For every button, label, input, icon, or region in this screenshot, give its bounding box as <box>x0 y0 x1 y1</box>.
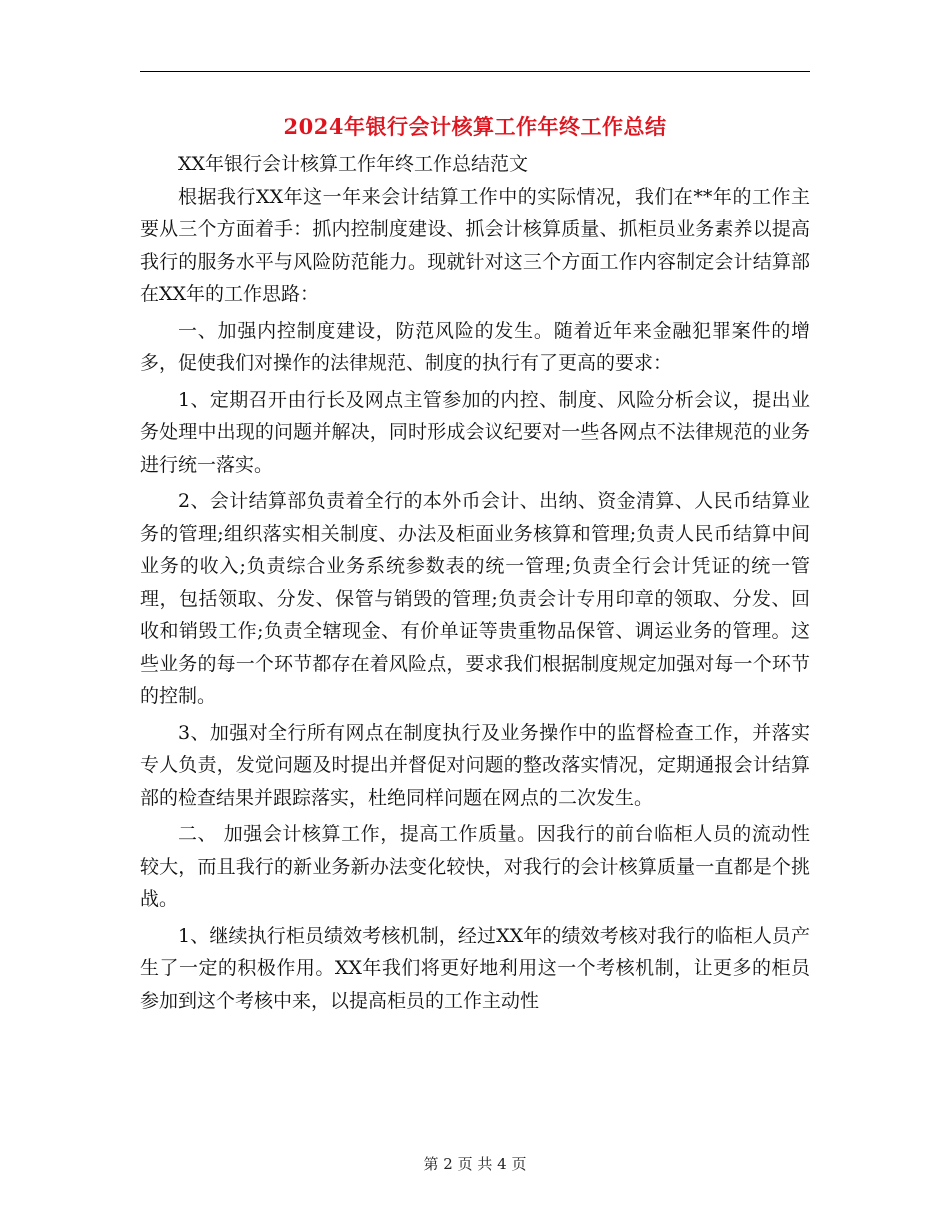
paragraph-item-1: 1、定期召开由行长及网点主管参加的内控、制度、风险分析会议，提出业务处理中出现的问题并解决，同时形成会议纪要对一些各网点不法律规范的业务进行统一落实。 <box>140 388 810 476</box>
paragraph-subtitle: XX年银行会计核算工作年终工作总结范文 <box>178 153 529 175</box>
document-title: 2024年银行会计核算工作年终工作总结 <box>283 114 667 139</box>
page-number: 第 2 页 共 4 页 <box>423 1155 527 1173</box>
document-body <box>140 148 810 1017</box>
paragraph-intro: 根据我行XX年这一年来会计结算工作中的实际情况，我们在**年的工作主要从三个方面着手：抓内控制度建设、抓会计核算质量、抓柜员业务素养以提高我行的服务水平与风险防范能力。现就针对这三个方面工作内容制定会计结算部在XX年的工作思路： <box>140 185 810 305</box>
paragraph-item-2: 2、会计结算部负责着全行的本外币会计、出纳、资金清算、人民币结算业务的管理;组织落实相关制度、办法及柜面业务核算和管理;负责人民币结算中间业务的收入;负责综合业务系统参数表的统一管理;负责全行会计凭证的统一管理，包括领取、分发、保管与销毁的管理;负责会计专用印章的领取、分发、回收和销毁工作;负责全辖现金、有价单证等贵重物品保管、调运业务的管理。这些业务的每一个环节都存在着风险点，要求我们根据制度规定加强对每一个环节的控制。 <box>140 490 810 707</box>
paragraph-item-3: 3、加强对全行所有网点在制度执行及业务操作中的监督检查工作，并落实专人负责，发觉问题及时提出并督促对问题的整改落实情况，定期通报会计结算部的检查结果并跟踪落实，杜绝同样问题在网点的二次发生。 <box>140 721 810 809</box>
paragraph-section-one: 一、加强内控制度建设，防范风险的发生。随着近年来金融犯罪案件的增多，促使我们对操作的法律规范、制度的执行有了更高的要求： <box>140 319 810 374</box>
header-rule <box>140 71 810 72</box>
paragraph-section-two: 二、 加强会计核算工作，提高工作质量。因我行的前台临柜人员的流动性较大，而且我行的新业务新办法变化较快，对我行的会计核算质量一直都是个挑战。 <box>140 823 810 910</box>
paragraph-item-2-1: 1、继续执行柜员绩效考核机制，经过XX年的绩效考核对我行的临柜人员产生了一定的积极作用。XX年我们将更好地利用这一个考核机制，让更多的柜员参加到这个考核中来，以提高柜员的工作主动性 <box>140 924 810 1012</box>
